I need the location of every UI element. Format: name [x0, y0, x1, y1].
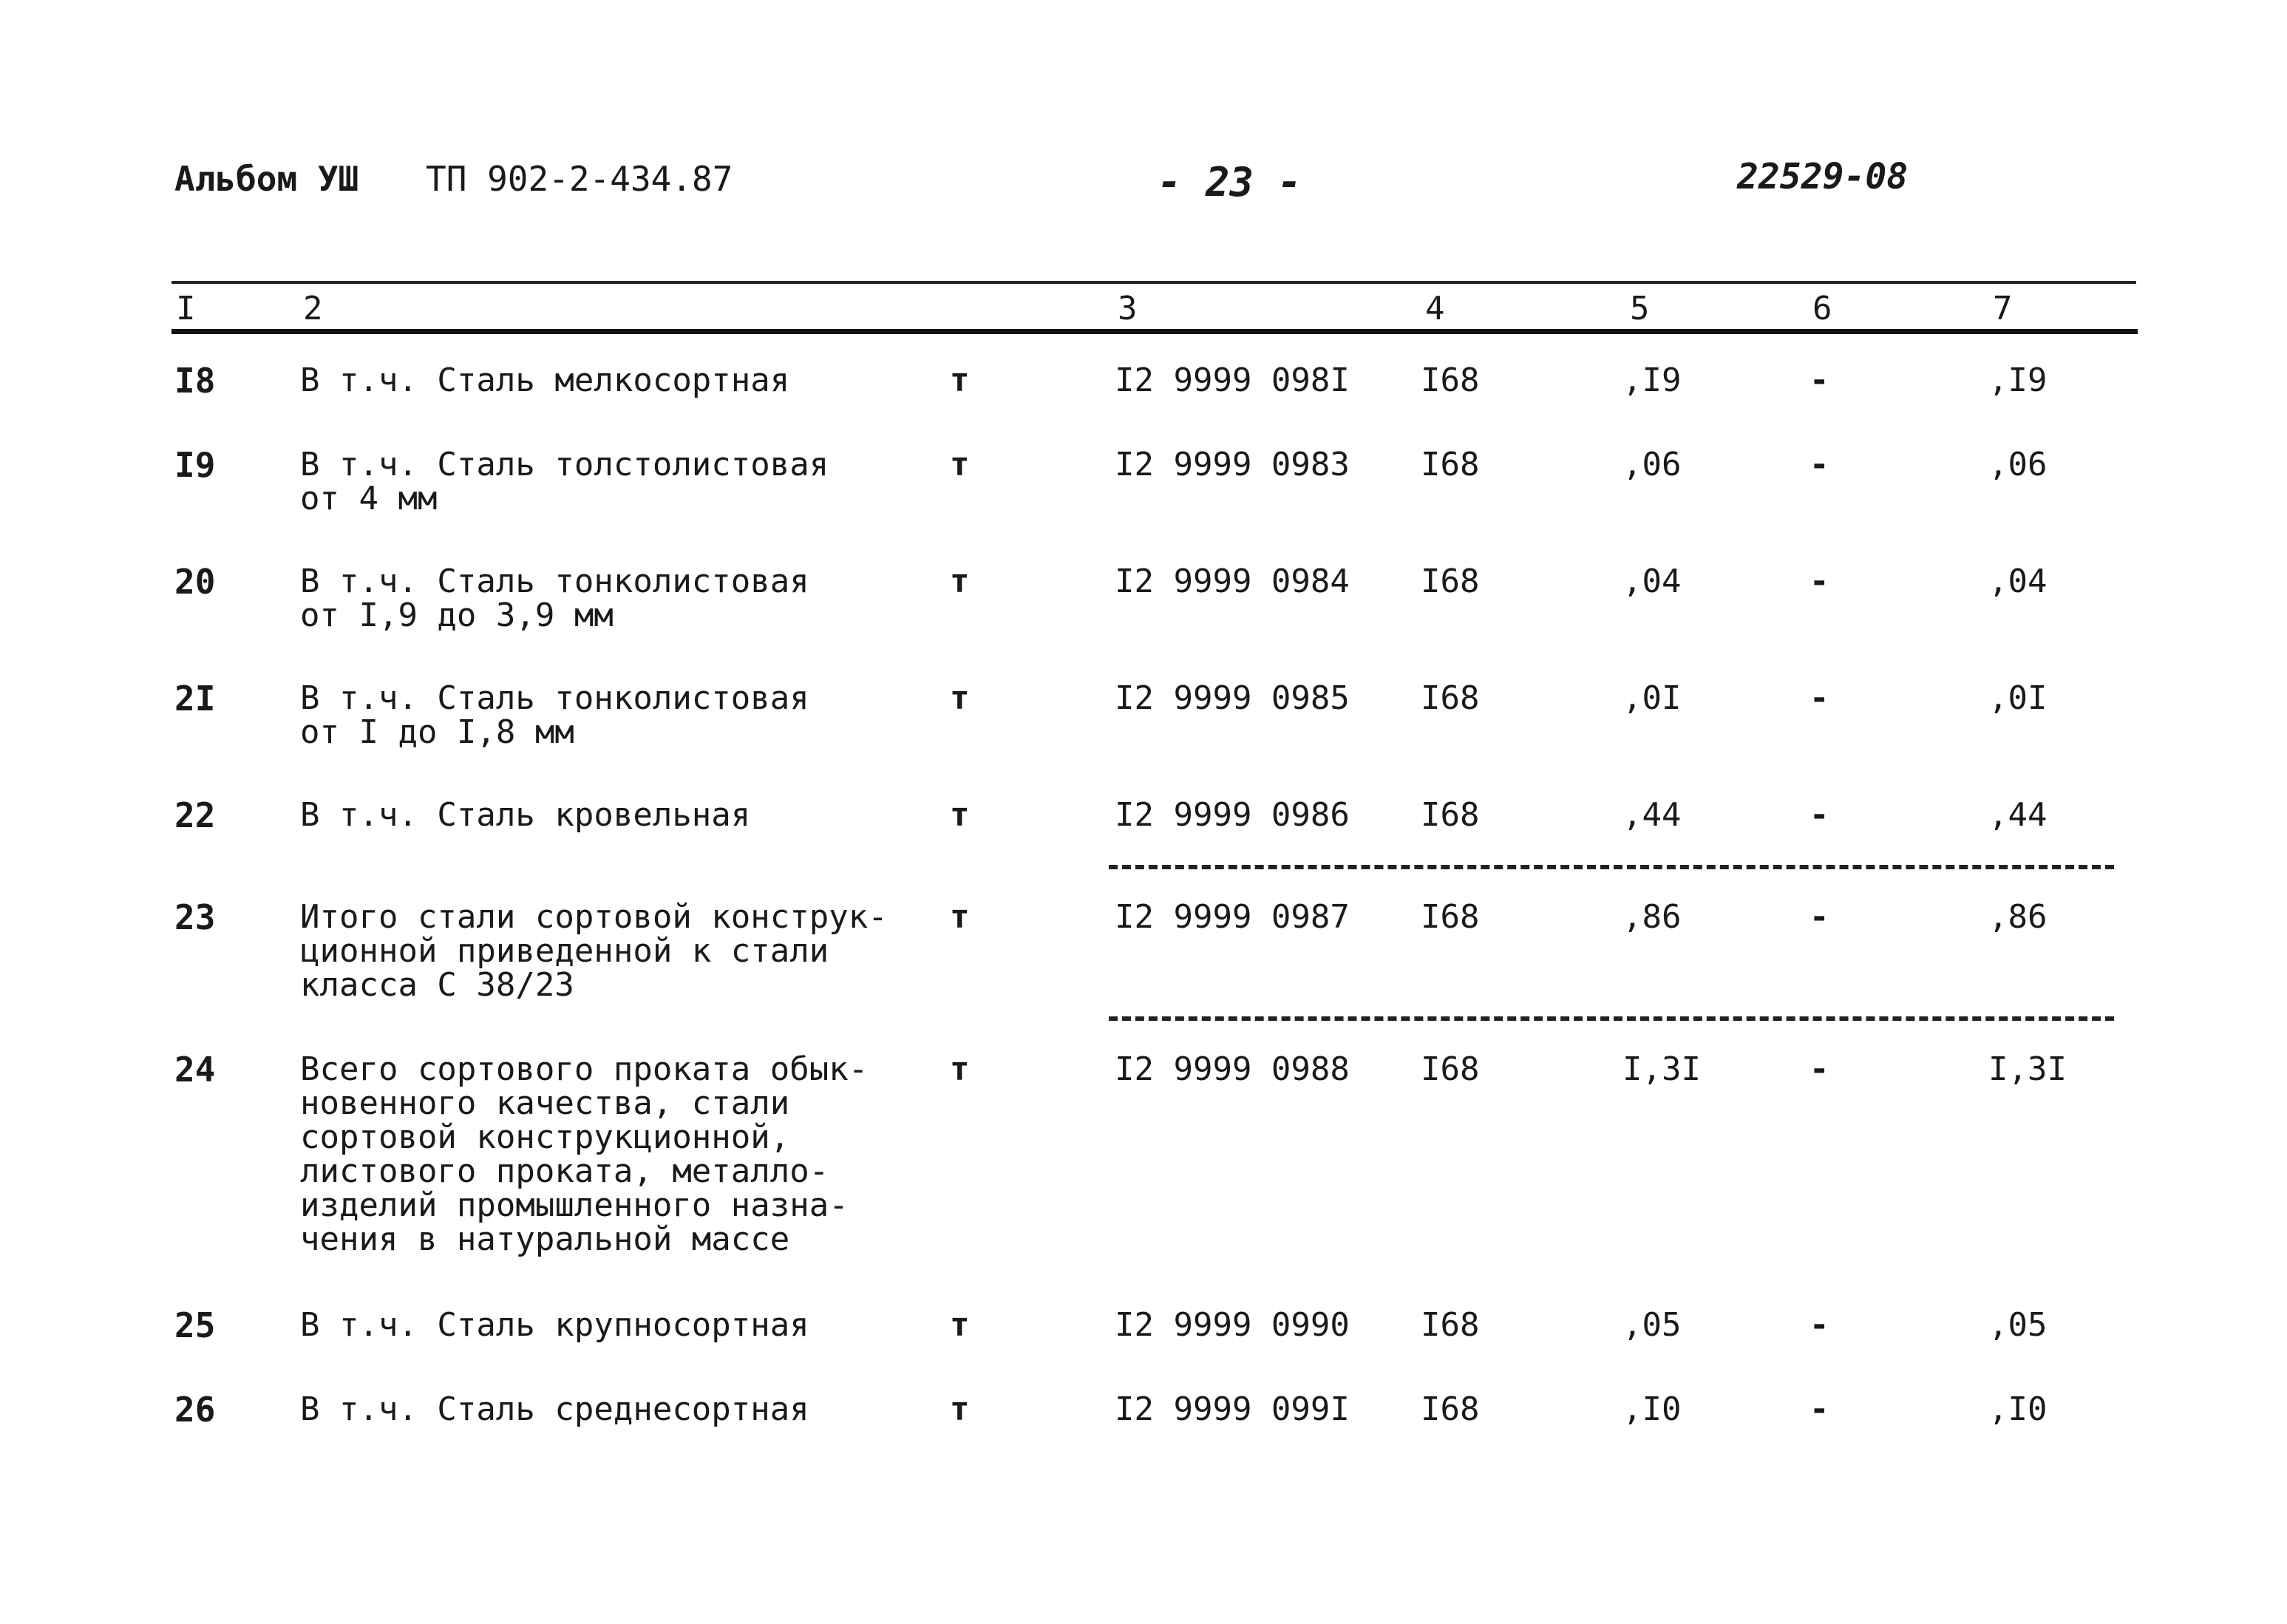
row-number: 20: [174, 562, 216, 602]
row-number: I9: [174, 445, 216, 485]
row-col7: ,0I: [1988, 679, 2048, 717]
table-top-rule: [171, 281, 2136, 284]
column-header-7: 7: [1993, 290, 2013, 327]
row-code: I2 9999 0986: [1115, 796, 1350, 834]
row-unit: т: [950, 796, 970, 834]
project-number: ТП 902-2-434.87: [426, 159, 733, 199]
row-col5: ,0I: [1622, 679, 1682, 717]
row-col6: -: [1809, 796, 1829, 834]
row-col4: I68: [1421, 446, 1480, 483]
row-col4: I68: [1421, 679, 1480, 717]
row-number: I8: [174, 361, 216, 401]
column-header-6: 6: [1812, 290, 1832, 327]
row-col7: ,06: [1988, 446, 2048, 483]
row-col6: -: [1809, 1050, 1829, 1088]
row-code: I2 9999 0984: [1115, 563, 1350, 600]
row-number: 2I: [174, 679, 216, 718]
row-col7: ,I0: [1988, 1390, 2048, 1428]
row-number: 26: [174, 1390, 216, 1430]
row-description: В т.ч. Сталь среднесортная: [300, 1390, 809, 1428]
row-col6: -: [1809, 563, 1829, 600]
row-col5: ,06: [1622, 446, 1682, 483]
row-code: I2 9999 098I: [1115, 361, 1350, 399]
row-col7: ,44: [1988, 796, 2048, 834]
row-col5: ,86: [1622, 898, 1682, 936]
row-code: I2 9999 0985: [1115, 679, 1350, 717]
row-unit: т: [950, 361, 970, 399]
row-description: Итого стали сортовой конструк- ционной приведенной к стали класса С 38/23: [300, 898, 888, 1004]
row-col6: -: [1809, 361, 1829, 399]
row-unit: т: [950, 563, 970, 600]
row-description: Всего сортового проката обык- новенного качества, стали сортовой конструкционной, листового проката, металло- изделий промышленного назна- чения в натуральной массе: [300, 1050, 869, 1258]
row-number: 22: [174, 795, 216, 835]
column-header-4: 4: [1425, 290, 1445, 327]
dashed-separator: [1109, 865, 2114, 869]
row-col4: I68: [1421, 796, 1480, 834]
column-header-2: 2: [303, 290, 323, 327]
row-col4: I68: [1421, 361, 1480, 399]
row-col6: -: [1809, 898, 1829, 936]
row-col7: ,86: [1988, 898, 2048, 936]
column-header-1: I: [176, 290, 196, 327]
row-col7: I,3I: [1988, 1050, 2067, 1088]
row-col7: ,04: [1988, 563, 2048, 600]
row-unit: т: [950, 679, 970, 717]
row-description: В т.ч. Сталь кровельная: [300, 796, 751, 834]
page-number: - 23 -: [1158, 159, 1302, 205]
row-number: 25: [174, 1305, 216, 1345]
row-col6: -: [1809, 446, 1829, 483]
row-description: В т.ч. Сталь крупносортная: [300, 1306, 809, 1344]
page-header: [174, 152, 1948, 211]
dashed-separator: [1109, 1016, 2114, 1021]
row-col6: -: [1809, 1390, 1829, 1428]
row-col4: I68: [1421, 563, 1480, 600]
row-col6: -: [1809, 1306, 1829, 1344]
row-col5: ,05: [1622, 1306, 1682, 1344]
row-unit: т: [950, 1390, 970, 1428]
row-col5: I,3I: [1622, 1050, 1701, 1088]
row-unit: т: [950, 446, 970, 483]
row-description: В т.ч. Сталь мелкосортная: [300, 361, 790, 399]
row-col5: ,44: [1622, 796, 1682, 834]
row-code: I2 9999 099I: [1115, 1390, 1350, 1428]
row-col5: ,I0: [1622, 1390, 1682, 1428]
row-col4: I68: [1421, 1390, 1480, 1428]
row-code: I2 9999 0983: [1115, 446, 1350, 483]
row-code: I2 9999 0990: [1115, 1306, 1350, 1344]
row-unit: т: [950, 1050, 970, 1088]
row-col6: -: [1809, 679, 1829, 717]
row-unit: т: [950, 898, 970, 936]
row-description: В т.ч. Сталь тонколистовая от I до I,8 мм: [300, 679, 809, 751]
column-header-5: 5: [1630, 290, 1650, 327]
row-code: I2 9999 0987: [1115, 898, 1350, 936]
row-number: 23: [174, 897, 216, 937]
row-col4: I68: [1421, 1306, 1480, 1344]
row-description: В т.ч. Сталь тонколистовая от I,9 до 3,9 мм: [300, 563, 809, 634]
row-col5: ,04: [1622, 563, 1682, 600]
album-label: Альбом УШ: [174, 159, 359, 199]
row-col7: ,05: [1988, 1306, 2048, 1344]
row-col5: ,I9: [1622, 361, 1682, 399]
row-col7: ,I9: [1988, 361, 2048, 399]
row-description: В т.ч. Сталь толстолистовая от 4 мм: [300, 446, 829, 517]
row-number: 24: [174, 1050, 216, 1090]
row-col4: I68: [1421, 1050, 1480, 1088]
table-header-rule: [171, 329, 2138, 334]
document-code: 22529-08: [1737, 156, 1909, 197]
row-unit: т: [950, 1306, 970, 1344]
row-code: I2 9999 0988: [1115, 1050, 1350, 1088]
row-col4: I68: [1421, 898, 1480, 936]
column-header-3: 3: [1118, 290, 1138, 327]
